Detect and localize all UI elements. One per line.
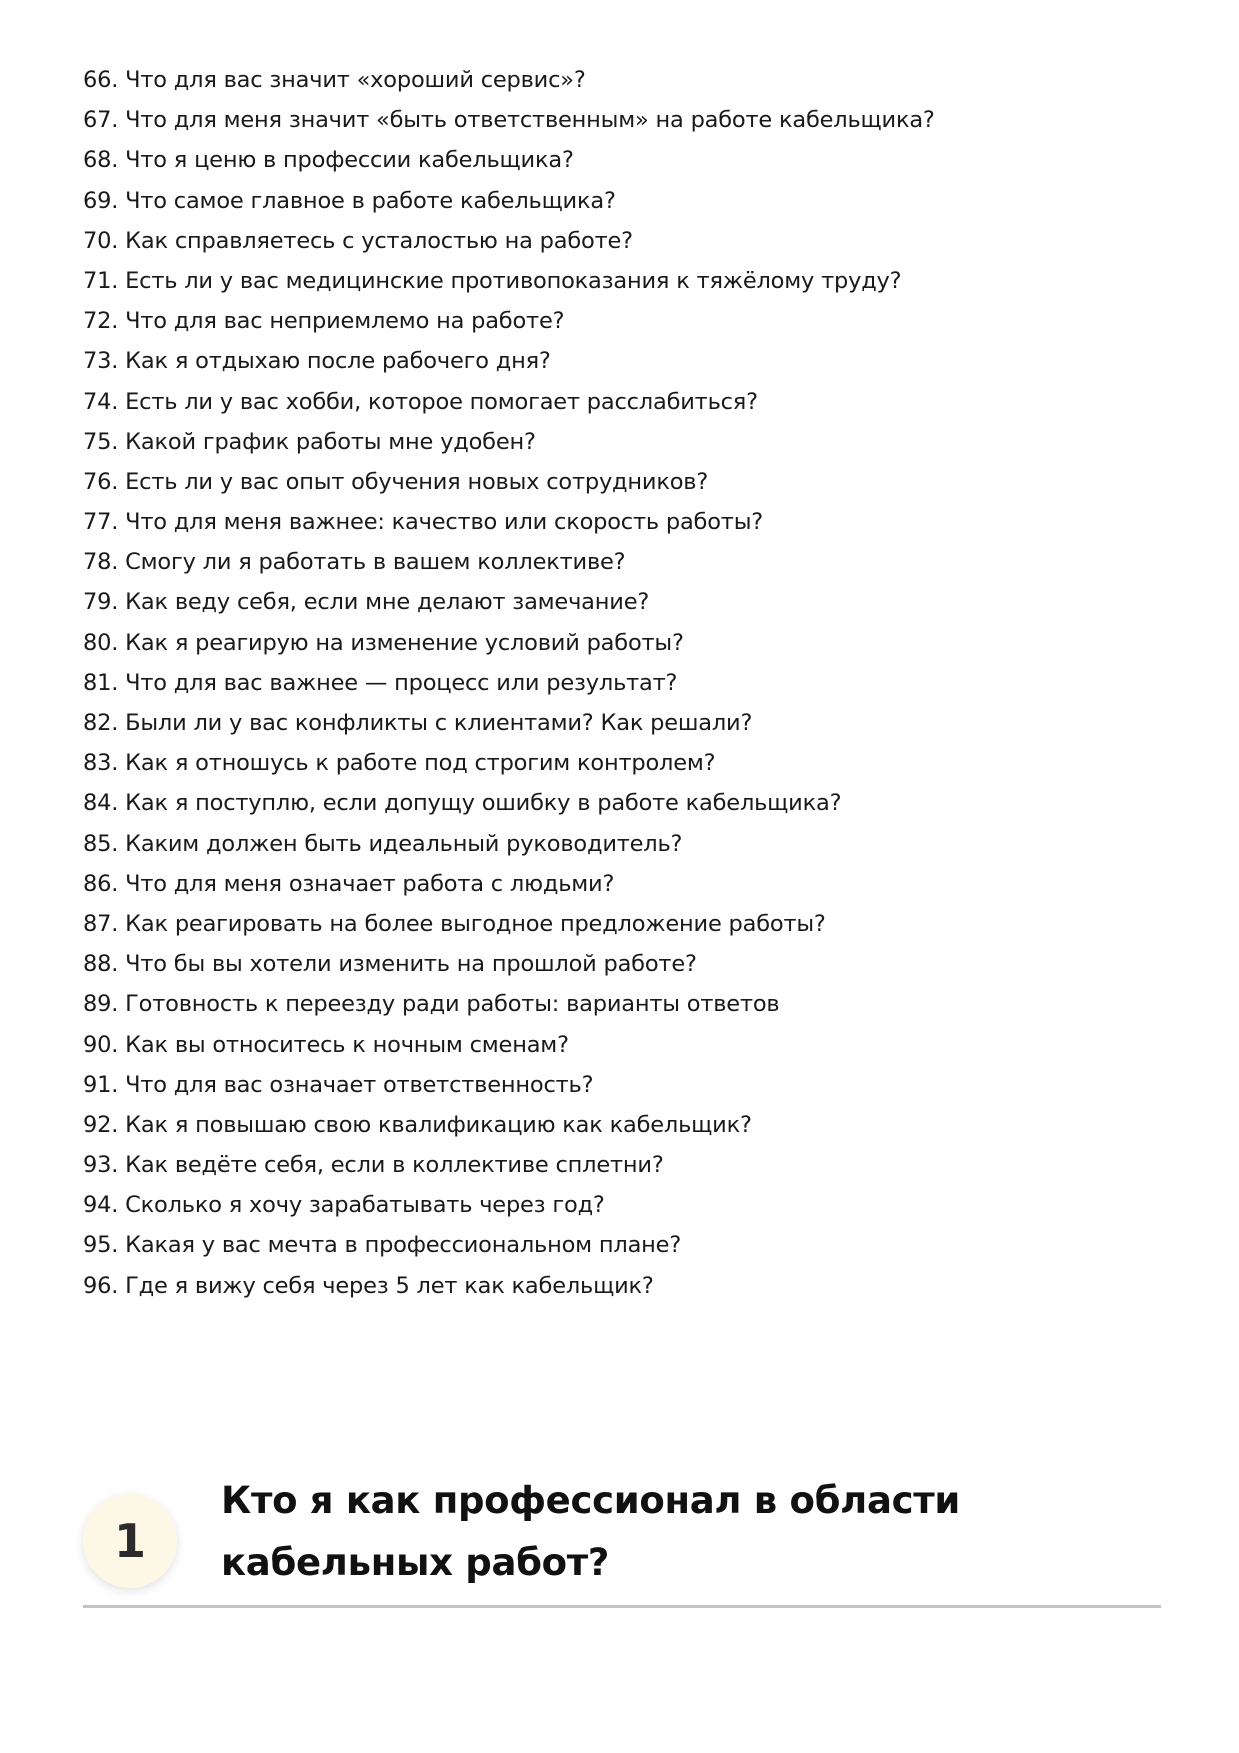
list-item: 90. Как вы относитесь к ночным сменам? [83,1031,569,1058]
list-item: 82. Были ли у вас конфликты с клиентами? Как решали? [83,710,753,736]
list-item: 96. Где я вижу себя через 5 лет как кабельщик? [83,1272,654,1299]
list-item: 83. Как я отношусь к работе под строгим контролем? [83,750,716,777]
list-item: 86. Что для меня означает работа с людьми? [83,870,615,897]
list-item: 94. Сколько я хочу зарабатывать через год? [83,1192,605,1219]
list-item: 73. Как я отдыхаю после рабочего дня? [83,348,551,375]
list-item: 77. Что для меня важнее: качество или скорость работы? [83,509,764,536]
list-item: 88. Что бы вы хотели изменить на прошлой работе? [83,951,697,978]
list-item: 74. Есть ли у вас хобби, которое помогает расслабиться? [83,388,758,415]
list-item: 87. Как реагировать на более выгодное предложение работы? [83,910,826,937]
list-item: 70. Как справляетесь с усталостью на работе? [83,227,633,254]
list-item: 93. Как ведёте себя, если в коллективе сплетни? [83,1152,664,1179]
list-item: 84. Как я поступлю, если допущу ошибку в работе кабельщика? [83,790,842,817]
question-list [83,60,935,1306]
list-item: 91. Что для вас означает ответственность? [83,1071,594,1098]
list-item: 68. Что я ценю в профессии кабельщика? [83,147,574,174]
list-item: 76. Есть ли у вас опыт обучения новых сотрудников? [83,468,709,495]
list-item: 67. Что для меня значит «быть ответственным» на работе кабельщика? [83,107,935,134]
section-number-badge: 1 [83,1494,177,1588]
list-item: 66. Что для вас значит «хороший сервис»? [83,67,586,93]
section-title: Кто я как профессионал в области кабельных работ? [221,1479,961,1584]
list-item: 79. Как веду себя, если мне делают замечание? [83,589,650,616]
list-item: 95. Какая у вас мечта в профессиональном плане? [83,1232,682,1259]
list-item: 80. Как я реагирую на изменение условий работы? [83,629,684,656]
list-item: 71. Есть ли у вас медицинские противопоказания к тяжёлому труду? [83,267,902,294]
list-item: 92. Как я повышаю свою квалификацию как кабельщик? [83,1111,752,1138]
list-item: 78. Смогу ли я работать в вашем коллективе? [83,549,626,576]
list-item: 69. Что самое главное в работе кабельщика? [83,187,616,214]
list-item: 89. Готовность к переезду ради работы: варианты ответов [83,991,780,1018]
section-heading [83,1470,1161,1608]
list-item: 75. Какой график работы мне удобен? [83,428,536,455]
list-item: 72. Что для вас неприемлемо на работе? [83,308,565,335]
list-item: 81. Что для вас важнее — процесс или результат? [83,669,678,696]
list-item: 85. Каким должен быть идеальный руководитель? [83,830,683,857]
